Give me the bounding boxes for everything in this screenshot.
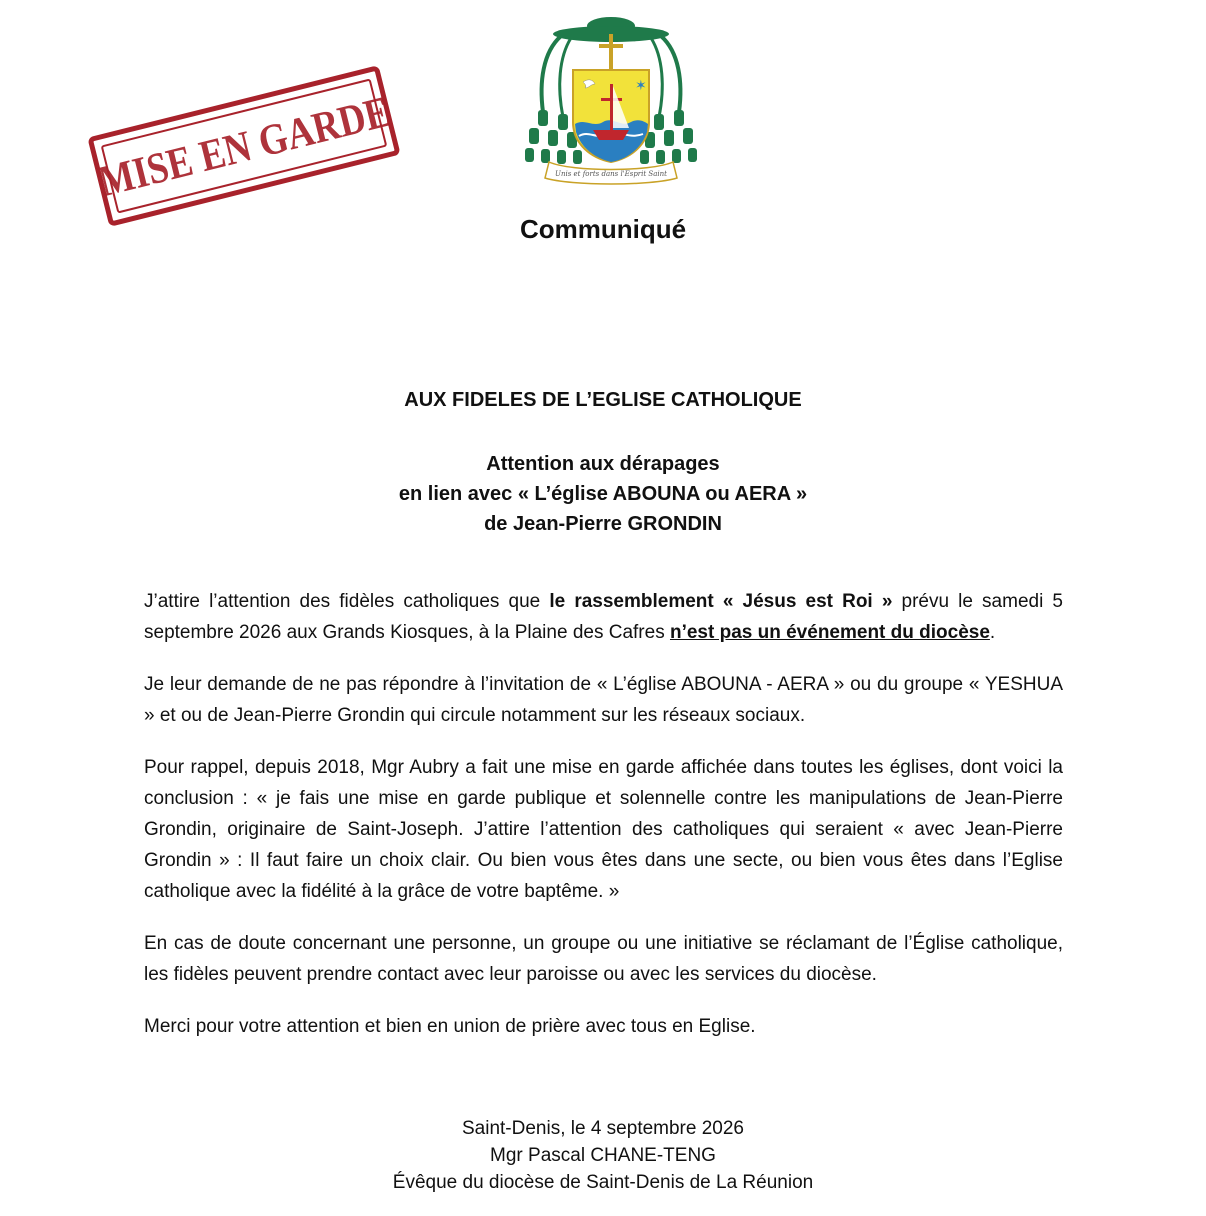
paragraph-2: Je leur demande de ne pas répondre à l’invitation de « L’église ABOUNA - AERA » ou du groupe « YESHUA » et ou de Jean-Pierre Grondin qui circule notamment sur les réseaux sociaux. <box>144 674 1063 726</box>
place-date: Saint-Denis, le 4 septembre 2026 <box>462 1118 744 1139</box>
p1-text-a: J’attire l’attention des fidèles catholiques que <box>144 591 550 612</box>
stamp-inner-border <box>93 78 395 213</box>
bishop-coat-of-arms-icon <box>521 12 701 188</box>
p1-text-e: . <box>989 622 996 643</box>
communique-body <box>144 586 1063 1063</box>
stamp-text: MISE EN GARDE <box>93 86 395 206</box>
svg-text:✶: ✶ <box>635 78 647 94</box>
addressee-heading: AUX FIDELES DE L’EGLISE CATHOLIQUE <box>404 389 802 411</box>
paragraph-5: Merci pour votre attention et bien en union de prière avec tous en Eglise. <box>144 1016 756 1037</box>
headline-line-1: Attention aux dérapages <box>486 453 720 475</box>
headline-line-3: de Jean-Pierre GRONDIN <box>484 513 722 535</box>
signature-block <box>0 1115 1206 1196</box>
signatory-name: Mgr Pascal CHANE-TENG <box>490 1145 716 1166</box>
mise-en-garde-stamp <box>87 65 400 227</box>
p1-event-name: le rassemblement « Jésus est Roi » <box>549 591 893 612</box>
headline <box>0 449 1206 539</box>
paragraph-4: En cas de doute concernant une personne, un groupe ou une initiative se réclamant de l’Église catholique, les fidèles peuvent prendre contact avec leur paroisse ou avec les services du diocèse. <box>144 933 1063 985</box>
motto-text: Unis et forts dans l'Esprit Saint <box>555 170 667 178</box>
paragraph-3: Pour rappel, depuis 2018, Mgr Aubry a fait une mise en garde affichée dans toutes les églises, dont voici la conclusion : « je fais une mise en garde publique et solennelle contre les manipulations de Jean-Pierre Grondin, originaire de Saint-Joseph. J’attire l’attention des catholiques qui seraient « avec Jean-Pierre Grondin » : Il faut faire un choix clair. Ou bien vous êtes dans une secte, ou bien vous êtes dans l’Eglise catholique avec la fidélité à la grâce de votre baptême. » <box>144 757 1063 902</box>
p1-text-c: prévu le samedi 5 septembre 2026 aux Grands Kiosques, à la Plaine des Cafres <box>144 591 1063 643</box>
p1-not-diocese-event: n’est pas un événement du diocèse <box>669 622 990 643</box>
signatory-role: Évêque du diocèse de Saint-Denis de La Réunion <box>392 1172 814 1193</box>
paragraph-1 <box>144 586 1063 648</box>
page-title: Communiqué <box>519 214 687 244</box>
headline-line-2: en lien avec « L’église ABOUNA ou AERA » <box>398 483 808 505</box>
